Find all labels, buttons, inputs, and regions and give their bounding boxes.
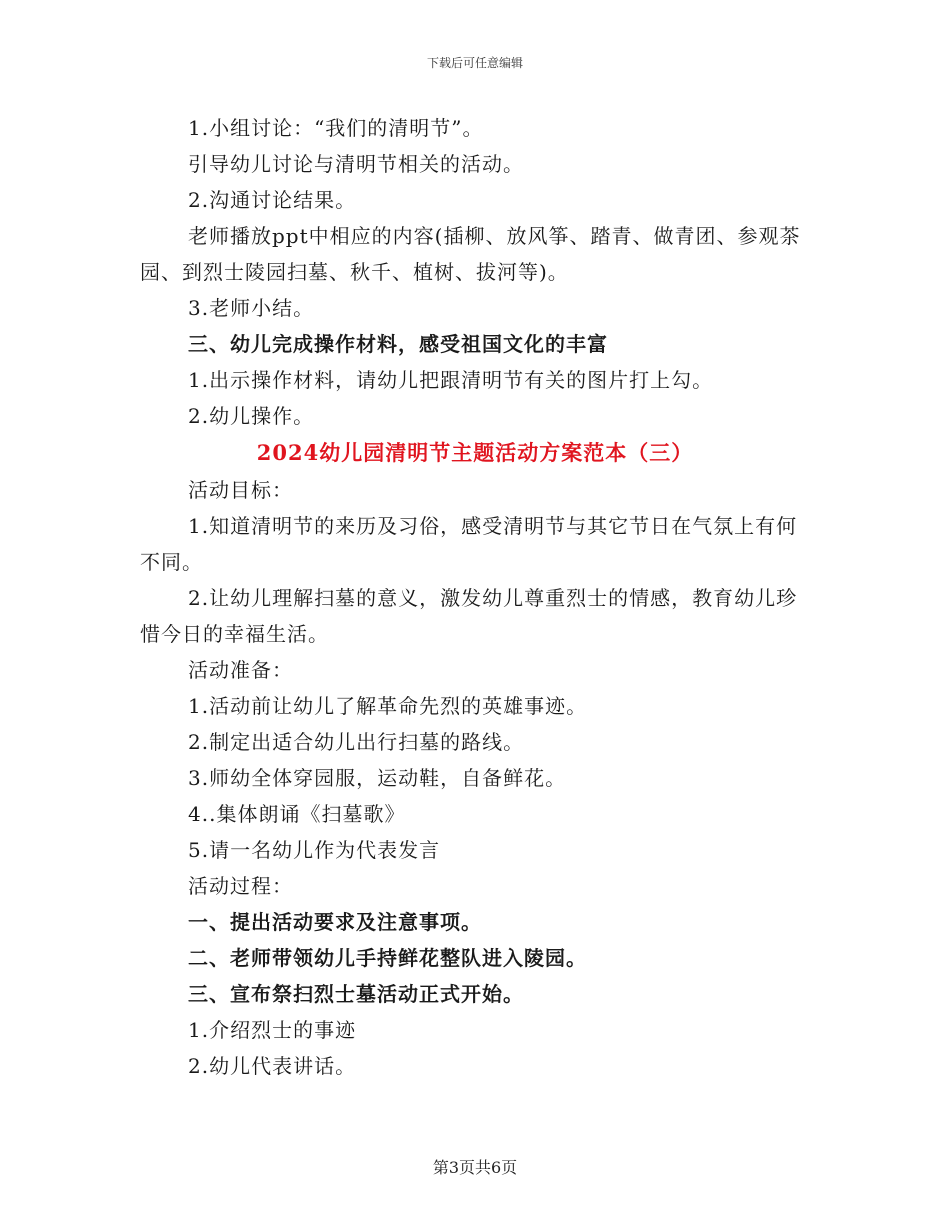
- paragraph: 1.出示操作材料，请幼儿把跟清明节有关的图片打上勾。: [188, 368, 714, 392]
- section-heading: 二、老师带领幼儿手持鲜花整队进入陵园。: [188, 946, 587, 970]
- section-heading: 一、提出活动要求及注意事项。: [188, 910, 482, 934]
- paragraph: 1.知道清明节的来历及习俗，感受清明节与其它节日在气氛上有何不同。: [140, 514, 798, 574]
- page-footer-number: 第3页共6页: [432, 1158, 518, 1177]
- paragraph: 5.请一名幼儿作为代表发言: [188, 838, 441, 862]
- paragraph: 2.幼儿代表讲话。: [188, 1054, 357, 1078]
- paragraph: 2.沟通讨论结果。: [188, 188, 357, 212]
- paragraph: 1.小组讨论：“我们的清明节”。: [188, 116, 484, 140]
- paragraph: 1.介绍烈士的事迹: [188, 1018, 357, 1042]
- paragraph: 4..集体朗诵《扫墓歌》: [188, 802, 406, 826]
- paragraph: 引导幼儿讨论与清明节相关的活动。: [188, 152, 524, 176]
- paragraph: 2.让幼儿理解扫墓的意义，激发幼儿尊重烈士的情感，教育幼儿珍惜今日的幸福生活。: [140, 586, 798, 646]
- page-header-note: 下载后可任意编辑: [426, 56, 523, 70]
- paragraph: 2.制定出适合幼儿出行扫墓的路线。: [188, 730, 525, 754]
- section-heading: 三、宣布祭扫烈士墓活动正式开始。: [188, 982, 524, 1006]
- paragraph: 活动过程：: [188, 874, 293, 898]
- paragraph: 活动准备：: [188, 658, 293, 682]
- paragraph: 3.师幼全体穿园服，运动鞋，自备鲜花。: [188, 766, 567, 790]
- paragraph: 老师播放ppt中相应的内容(插柳、放风筝、踏青、做青团、参观茶园、到烈士陵园扫墓、秋千、植树、拔河等)。: [140, 224, 801, 284]
- paragraph: 活动目标：: [188, 478, 293, 502]
- paragraph: 3.老师小结。: [188, 296, 315, 320]
- document-body: [140, 110, 810, 1084]
- paragraph: 2.幼儿操作。: [188, 404, 315, 428]
- section-heading: 三、幼儿完成操作材料，感受祖国文化的丰富: [188, 332, 608, 356]
- document-title: 2024幼儿园清明节主题活动方案范本（三）: [256, 440, 694, 465]
- paragraph: 1.活动前让幼儿了解革命先烈的英雄事迹。: [188, 694, 588, 718]
